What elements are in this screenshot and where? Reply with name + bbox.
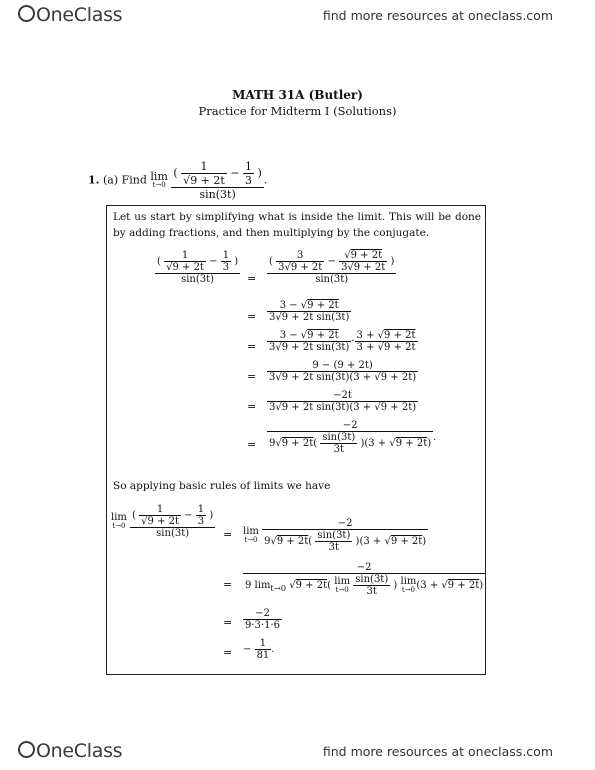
equals-sign: = [247,340,257,353]
intro-text: Let us start by simplifying what is inside the limit. This will be done by adding fractions, and then multiplying by the conjugate. [113,211,481,239]
equals-sign: = [223,528,233,541]
equals-sign: = [223,616,233,629]
document-subtitle: Practice for Midterm I (Solutions) [198,104,397,118]
logo-circle-icon [18,741,35,758]
header-resources-link[interactable]: find more resources at oneclass.com [322,8,553,23]
equals-sign: = [247,438,257,451]
oneclass-logo-footer[interactable] [18,740,122,762]
step-6: −2 9√9 + 2t( $\frac{\sin(3t)}{3t}$ )(3 + √9 + 2t) . [269,420,437,455]
problem-part: (a) Find [102,173,147,187]
problem-number: 1. [88,173,100,187]
equals-sign: = [247,272,257,285]
lhs-expression-2: lim t→0 ( $\frac{1}{√9 + 2t}$ − $\frac{1}{3}$ ) sin(3t) [111,504,214,539]
lhs-expression-1: ( $\frac{1}{√9 + 2t}$ − $\frac{1}{3}$ ) sin(3t) [157,250,239,285]
limit-step-1: lim t→0 −2 9√9 + 2t( $\frac{\sin(3t)}{3t}$ )(3 + √9 + 2t) [243,518,427,553]
limit-step-2: −2 9 $\lim_{t\to 0} √9 + 2t$( lim t→0 $\frac{\sin(3t)}{3t}$ ) lim t→0 (3 + √9 + 2t) [245,562,484,597]
equals-sign: = [223,578,233,591]
logo-circle-icon [18,5,35,22]
step-3: $\frac{3 - √9 + 2t}{\text{3√9 + 2t sin(3t)}}$ · $\frac{3 + √9 + 2t}{3 + √9 + 2t}$ [269,330,416,353]
lim-operator: lim t→0 [150,170,168,189]
limit-step-3: $\frac{-2}{9\cdot 3\cdot 1\cdot 6}$ [245,608,280,631]
step-4: $\frac{9 - (9 + 2t)}{\text{3√9 + 2t sin(3t)(3 + √9 + 2t)}}$ [269,360,417,383]
equals-sign: = [247,370,257,383]
document-title: MATH 31A (Butler) [232,88,363,102]
limits-text: So applying basic rules of limits we have [113,480,331,492]
equals-sign: = [223,646,233,659]
equals-sign: = [247,400,257,413]
final-answer: − $\frac{1}{81}$ . [243,638,275,661]
logo-text: OneClass [36,740,123,762]
problem-statement: 1. (a) Find lim t→0 ( $\frac{1}{√9 + 2t}$ − $\frac{1}{3}$ ) sin(3t) . [88,160,268,201]
problem-fraction: ( $\frac{1}{√9 + 2t}$ − $\frac{1}{3}$ ) sin(3t) [173,160,262,201]
step-5: $\frac{-2t}{\text{3√9 + 2t sin(3t)(3 + √9 + 2t)}}$ [269,390,417,413]
logo-text: OneClass [36,4,123,26]
oneclass-logo[interactable] [18,4,122,26]
solution-box [106,205,486,675]
footer-resources-link[interactable]: find more resources at oneclass.com [322,744,553,759]
equals-sign: = [247,310,257,323]
step-1: ( $\frac{3}{3√9 + 2t}$ − $\frac{√9 + 2t}{3√9 + 2t}$ ) sin(3t) [269,250,395,285]
step-2: $\frac{3 - √9 + 2t}{\text{3√9 + 2t sin(3t)}}$ [269,300,350,323]
